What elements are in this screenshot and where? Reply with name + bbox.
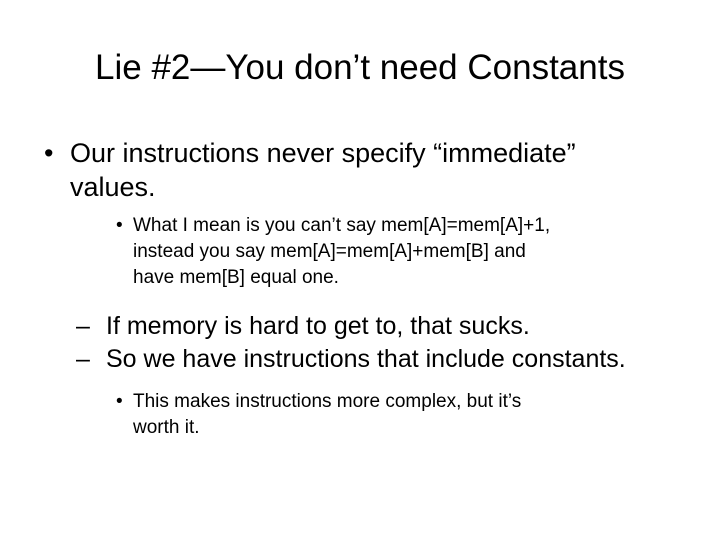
slide-title: Lie #2—You don’t need Constants bbox=[95, 48, 625, 87]
bullet-text-line: instead you say mem[A]=mem[A]+mem[B] and bbox=[133, 241, 526, 262]
bullet-text-line: What I mean is you can’t say mem[A]=mem[A]+1, bbox=[133, 215, 551, 236]
bullet-text-line: Our instructions never specify “immediate” bbox=[70, 138, 576, 168]
bullet-text-line: This makes instructions more complex, but it’s bbox=[133, 391, 522, 412]
bullet-text bbox=[133, 213, 550, 291]
bullet-text: If memory is hard to get to, that sucks. bbox=[106, 312, 530, 340]
bullet-text-line: values. bbox=[70, 172, 156, 202]
dash-icon: – bbox=[76, 312, 90, 340]
bullet-text: So we have instructions that include constants. bbox=[106, 345, 626, 373]
bullet-dot-icon: • bbox=[44, 138, 54, 168]
bullet-text-line: worth it. bbox=[133, 417, 200, 438]
bullet-text bbox=[70, 136, 576, 204]
dash-icon: – bbox=[76, 345, 90, 373]
bullet-text-line: have mem[B] equal one. bbox=[133, 267, 339, 288]
bullet-dot-icon: • bbox=[116, 391, 123, 412]
bullet-text bbox=[133, 389, 521, 441]
bullet-dot-icon: • bbox=[116, 215, 123, 236]
